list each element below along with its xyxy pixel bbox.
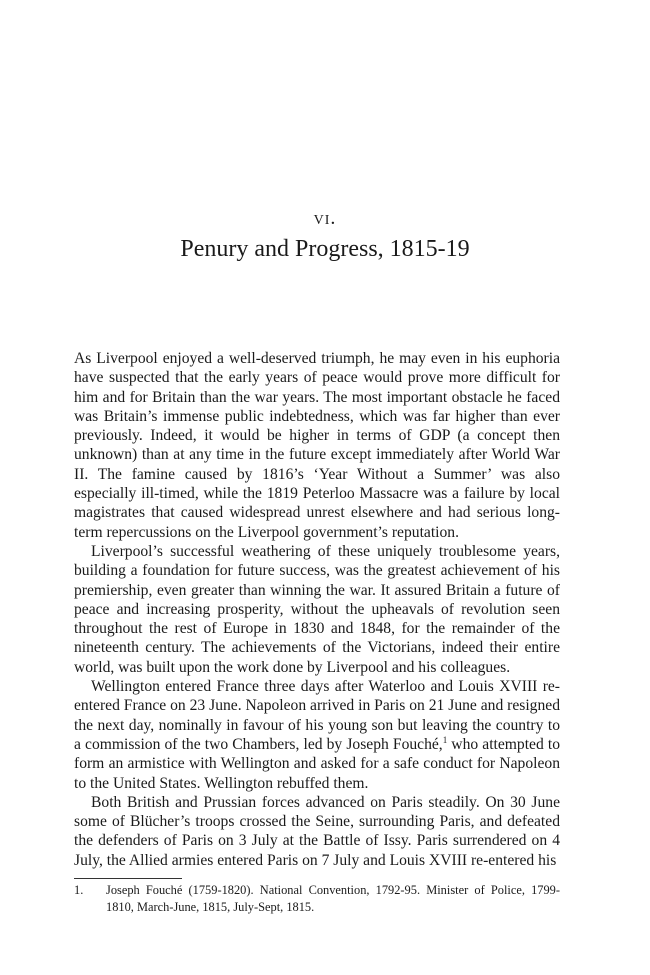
body-text — [74, 349, 560, 870]
chapter-title: Penury and Progress, 1815-19 — [180, 236, 470, 262]
paragraph-1: As Liverpool enjoyed a well-deserved triumph, he may even in his euphoria have suspected that the early years of peace would prove more difficult for him and for Britain than the war years. The most important obstacle he faced was Britain’s immense public indebtedness, which was far higher than ever previously. Indeed, it would be higher in terms of GDP (a concept then unknown) than at any time in the future except immediately after World War II. The famine caused by 1816’s ‘Year Without a Summer’ was also especially ill-timed, while the 1819 Peterloo Massacre was a failure by local magistrates that caused widespread unrest elsewhere and had serious long-term repercussions on the Liverpool government’s reputation. — [74, 350, 560, 541]
footnote — [74, 882, 560, 916]
footnote-reference[interactable]: 1 — [442, 734, 448, 745]
chapter-number: vi. — [313, 207, 337, 229]
footnote-number: 1. — [74, 883, 84, 897]
paragraph-3-text-after: who attempted to form an armistice with Wellington and asked for a safe conduct for Napoleon to the United States. Wellington rebuffed them. — [74, 735, 560, 792]
paragraph-3-text-before: Wellington entered France three days after Waterloo and Louis XVIII re-entered France on 23 June. Napoleon arrived in Paris on 21 June and resigned the next day, nominally in favour of his young son but leaving the country to a commission of the two Chambers, led by Joseph Fouché, — [74, 678, 560, 753]
paragraph-2: Liverpool’s successful weathering of these uniquely troublesome years, building a foundation for future success, was the greatest achievement of his premiership, even greater than winning the war. It assured Britain a future of peace and increasing prosperity, without the upheavals of revolution seen throughout the rest of Europe in 1830 and 1848, for the remainder of the nineteenth century. The achievements of the Victorians, indeed their entire world, was built upon the work done by Liverpool and his colleagues. — [74, 542, 560, 676]
footnote-divider — [74, 878, 182, 879]
footnote-text: Joseph Fouché (1759-1820). National Convention, 1792-95. Minister of Police, 1799-1810, March-June, 1815, July-Sept, 1815. — [106, 883, 560, 914]
paragraph-4: Both British and Prussian forces advanced on Paris steadily. On 30 June some of Blücher’s troops crossed the Seine, surrounding Paris, and defeated the defenders of Paris on 3 July at the Battle of Issy. Paris surrendered on 4 July, the Allied armies entered Paris on 7 July and Louis XVIII re-entered his — [74, 793, 560, 869]
paragraph-3 — [74, 677, 560, 793]
